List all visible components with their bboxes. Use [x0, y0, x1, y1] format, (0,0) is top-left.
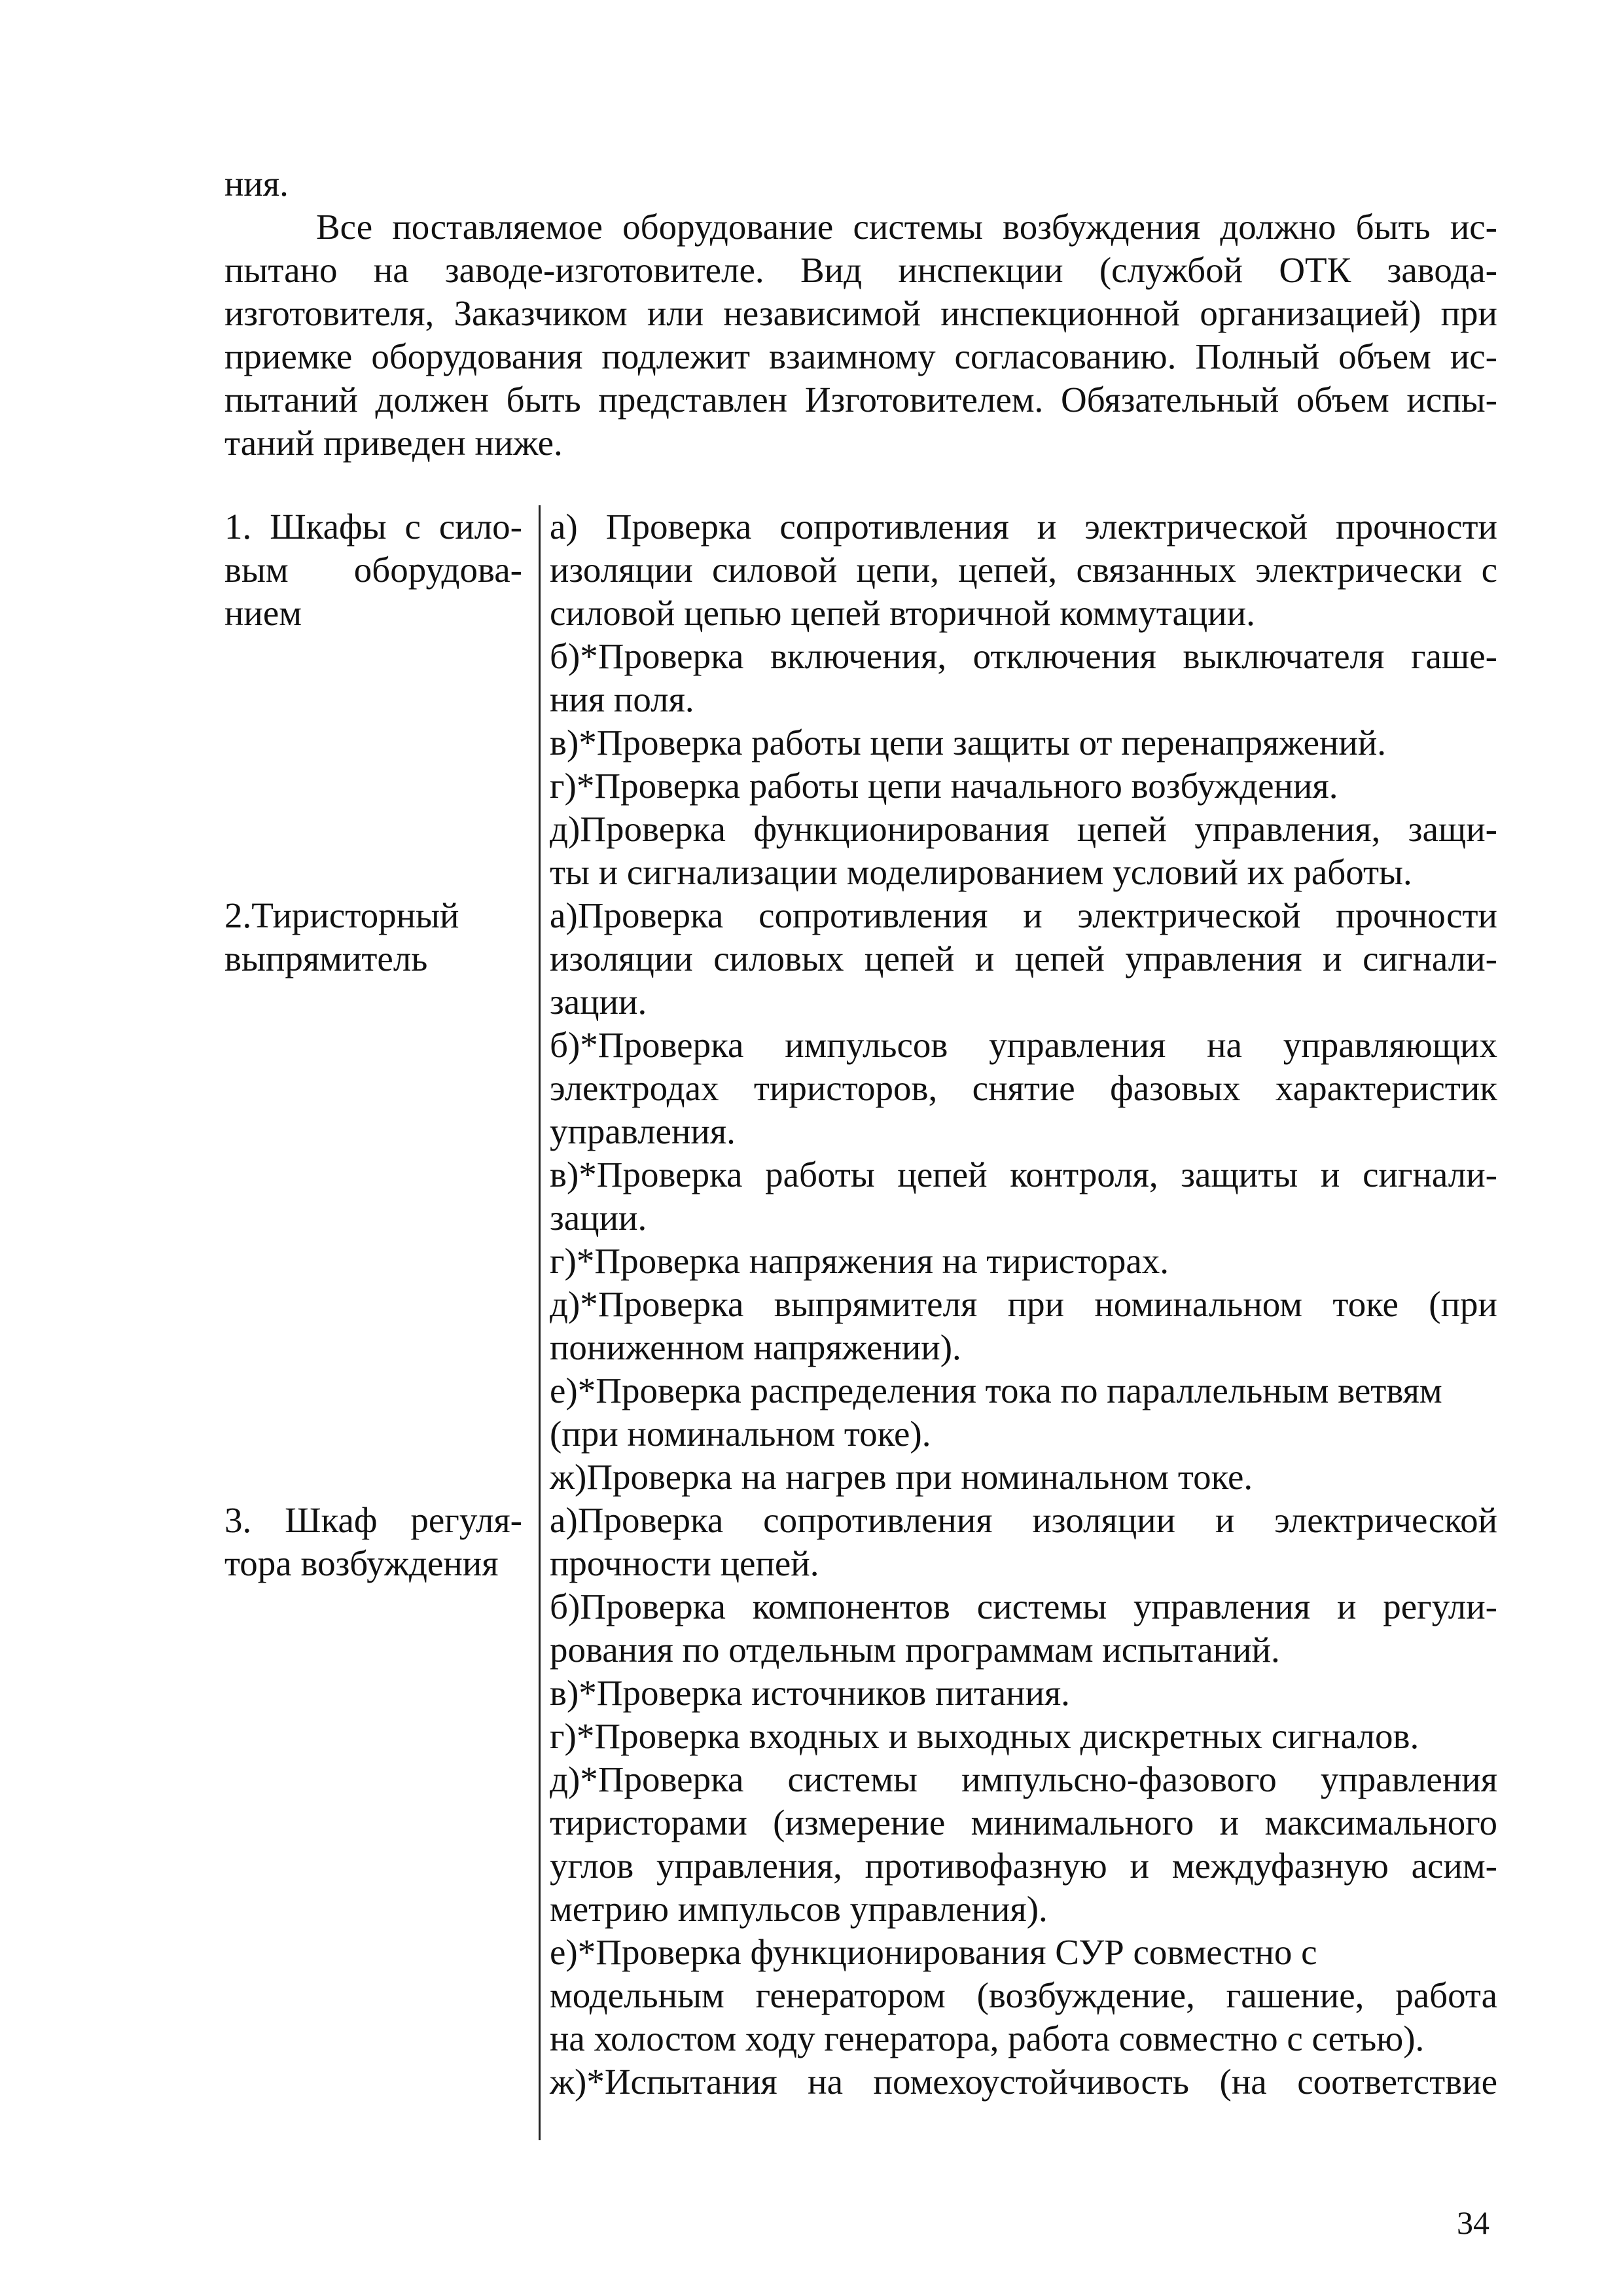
item-line: а)Проверка сопротивления и электрической прочности [550, 895, 1497, 935]
item-line: в)*Проверка работы цепи защиты от перенапряжений. [550, 723, 1387, 762]
item-line: прочности цепей. [550, 1543, 819, 1583]
label-line: тора возбуждения [224, 1543, 499, 1583]
label-line: вым оборудова- [224, 550, 522, 590]
item-line: б)*Проверка включения, отключения выключателя гаше- [550, 636, 1497, 676]
item-line: модельным генератором (возбуждение, гашение, работа [550, 1975, 1497, 2015]
item-line: б)Проверка компонентов системы управления и регули- [550, 1587, 1497, 1626]
label-line: 2.Тиристорный [224, 895, 459, 935]
section-2-items [550, 894, 1497, 1499]
item-line: а) Проверка сопротивления и электрической прочности [550, 507, 1497, 547]
item-line: б)*Проверка импульсов управления на управляющих [550, 1025, 1497, 1065]
item-line: изоляции силовых цепей и цепей управления и сигнали- [550, 939, 1497, 978]
item-line: е)*Проверка распределения тока по параллельным ветвям [550, 1371, 1442, 1410]
item-line: тиристорами (измерение минимального и максимального [550, 1803, 1497, 1842]
item-line: ж)*Испытания на помехоустойчивость (на соответствие [550, 2062, 1497, 2102]
continued-word: ния. [224, 164, 289, 204]
item-line: (при номинальном токе). [550, 1414, 931, 1454]
item-line: управления. [550, 1111, 736, 1151]
item-line: г)*Проверка входных и выходных дискретных сигналов. [550, 1716, 1419, 1756]
label-line: выпрямитель [224, 939, 428, 978]
item-line: силовой цепью цепей вторичной коммутации. [550, 593, 1255, 633]
item-line: ты и сигнализации моделированием условий их работы. [550, 852, 1412, 892]
item-line: зации. [550, 982, 647, 1022]
column-divider [539, 505, 541, 2140]
item-line: метрию импульсов управления). [550, 1889, 1048, 1929]
section-3-label [224, 1499, 522, 1585]
item-line: а)Проверка сопротивления изоляции и электрической [550, 1500, 1497, 1540]
item-line: зации. [550, 1198, 647, 1238]
section-1-items [550, 505, 1497, 894]
page-number: 34 [1457, 2204, 1489, 2241]
item-line: ж)Проверка на нагрев при номинальном токе. [550, 1457, 1253, 1497]
item-line: рования по отдельным программам испытаний. [550, 1630, 1280, 1670]
item-line: в)*Проверка работы цепей контроля, защиты и сигнали- [550, 1155, 1497, 1194]
item-line: пониженном напряжении). [550, 1327, 961, 1367]
paragraph-line: пытано на заводе-изготовителе. Вид инспекции (службой ОТК завода- [224, 250, 1497, 290]
paragraph-line: таний приведен ниже. [224, 423, 563, 463]
label-line: нием [224, 593, 302, 633]
item-line: изоляции силовой цепи, цепей, связанных электрически с [550, 550, 1497, 590]
item-line: на холостом ходу генератора, работа совместно с сетью). [550, 2018, 1425, 2058]
section-3-items [550, 1499, 1497, 2104]
item-line: углов управления, противофазную и междуфазную асим- [550, 1846, 1497, 1886]
paragraph-line: Все поставляемое оборудование системы возбуждения должно быть ис- [316, 207, 1497, 247]
item-line: д)Проверка функционирования цепей управления, защи- [550, 809, 1497, 849]
section-1-label [224, 505, 522, 635]
label-line: 3. Шкаф регуля- [224, 1500, 522, 1540]
paragraph-line: пытаний должен быть представлен Изготовителем. Обязательный объем испы- [224, 380, 1497, 420]
label-line: 1. Шкафы с сило- [224, 507, 522, 547]
item-line: г)*Проверка напряжения на тиристорах. [550, 1241, 1169, 1281]
item-line: д)*Проверка системы импульсно-фазового управления [550, 1759, 1497, 1799]
paragraph-line: изготовителя, Заказчиком или независимой инспекционной организацией) при [224, 293, 1497, 333]
item-line: ния поля. [550, 679, 694, 719]
item-line: г)*Проверка работы цепи начального возбуждения. [550, 766, 1338, 806]
section-2-label [224, 894, 522, 980]
paragraph-line: приемке оборудования подлежит взаимному согласованию. Полный объем ис- [224, 336, 1497, 376]
item-line: е)*Проверка функционирования СУР совместно с [550, 1932, 1317, 1972]
intro-paragraph [224, 206, 1497, 465]
item-line: электродах тиристоров, снятие фазовых характеристик [550, 1068, 1497, 1108]
item-line: д)*Проверка выпрямителя при номинальном токе (при [550, 1284, 1497, 1324]
item-line: в)*Проверка источников питания. [550, 1673, 1070, 1713]
test-scope-table [224, 505, 1497, 2142]
